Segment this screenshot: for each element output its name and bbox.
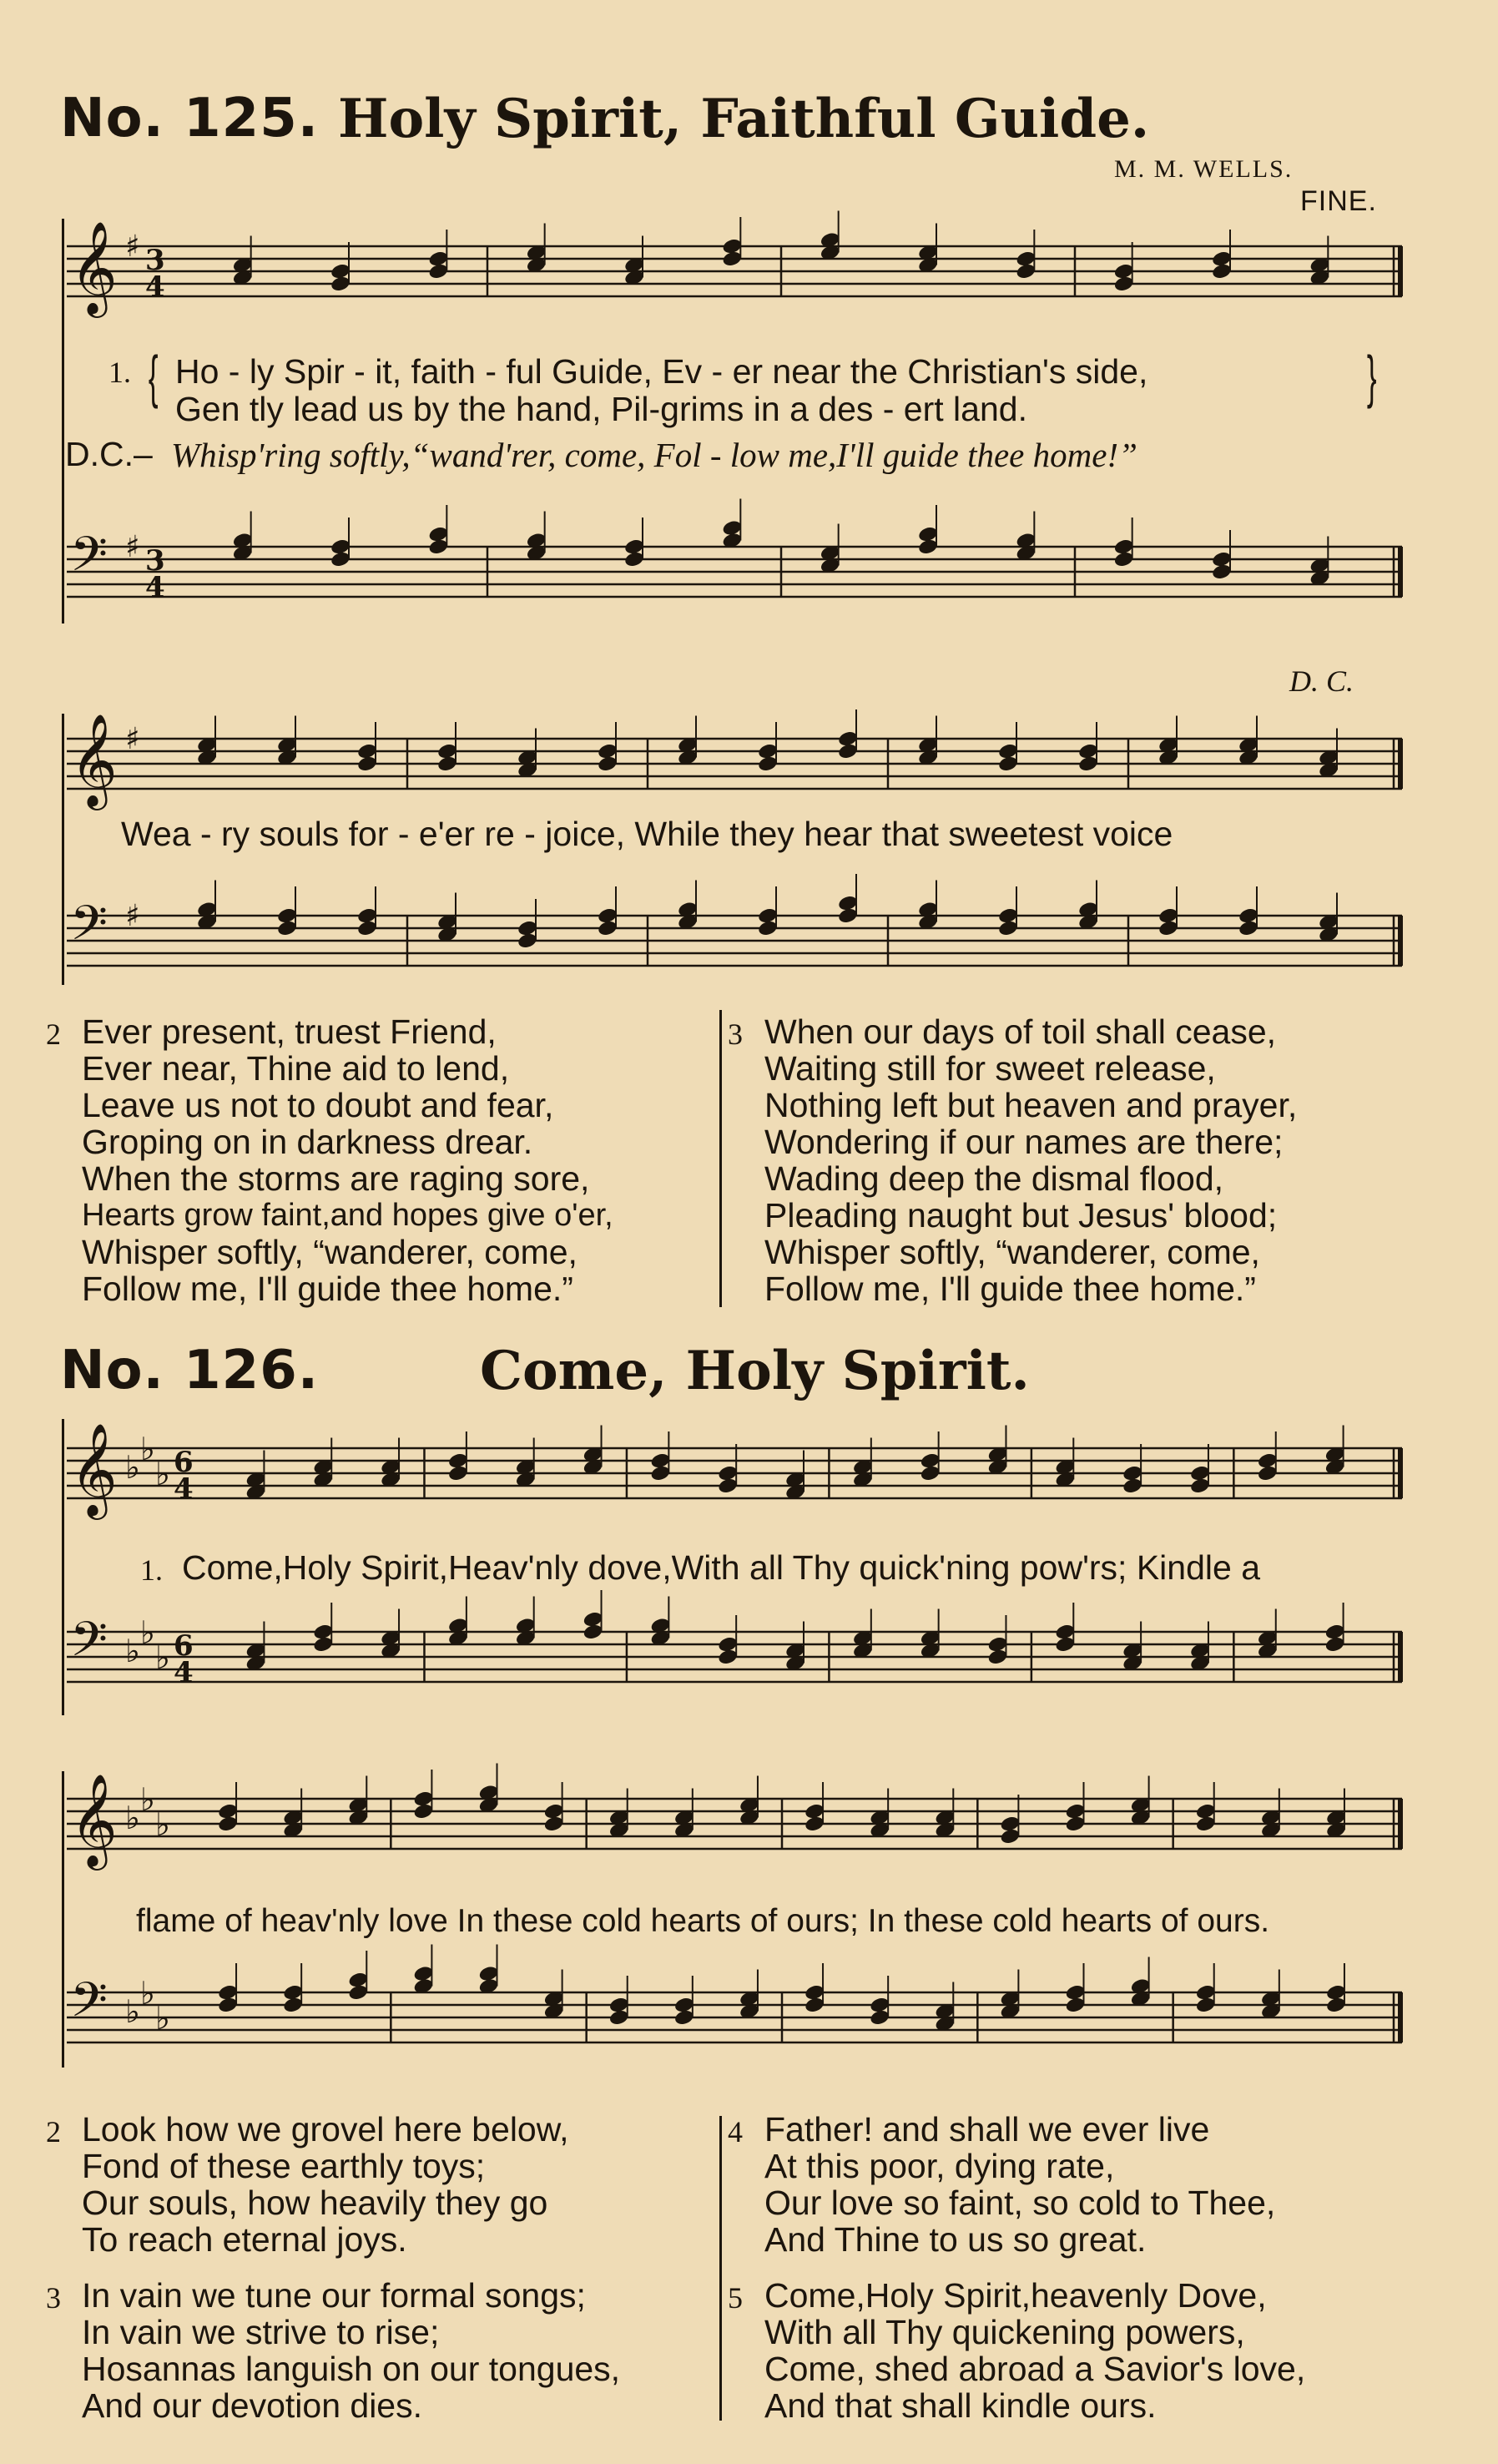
- stanza-line: Pleading naught but Jesus' blood;: [764, 1196, 1278, 1235]
- sharp-icon: ♯: [125, 230, 140, 264]
- stanza-line: And Thine to us so great.: [764, 2220, 1147, 2259]
- stanza-line: And our devotion dies.: [82, 2386, 422, 2425]
- system-brace-line: [62, 714, 64, 985]
- lyric-line-2: flame of heav'nly love In these cold hearts of ours; In these cold hearts of ours.: [136, 1903, 1270, 1939]
- time-signature-top: 3: [145, 244, 165, 277]
- flat-icon: ♭: [155, 1806, 170, 1843]
- hymn-125-title: Holy Spirit, Faithful Guide.: [338, 88, 1150, 150]
- treble-clef-icon: 𝄞: [70, 1422, 118, 1516]
- staff-h126-treble2: [67, 1773, 1402, 1870]
- bass-clef-icon: 𝄢: [70, 895, 108, 963]
- stanza-2-text: [82, 2111, 568, 2258]
- stanza-line: Wading deep the dismal flood,: [764, 1159, 1224, 1198]
- staff-h125-bass1: [67, 526, 1402, 618]
- hymn-125-number: No. 125.: [60, 88, 320, 149]
- time-signature-top: 3: [145, 544, 165, 578]
- lyric-line-2: Gen tly lead us by the hand, Pil-grims in a des - ert land.: [175, 390, 1027, 428]
- stanza-3-number: 3: [728, 1017, 743, 1051]
- hymn-126-number: No. 126.: [60, 1340, 320, 1401]
- treble-clef-icon: 𝄞: [70, 220, 118, 314]
- stanza-line: Follow me, I'll guide thee home.”: [82, 1270, 573, 1308]
- flat-icon: ♭: [155, 2000, 170, 2037]
- staff-h125-treble2: [67, 713, 1402, 810]
- stanza-line: Hearts grow faint,and hopes give o'er,: [82, 1198, 613, 1233]
- final-barline: [1398, 1448, 1403, 1498]
- stanza-divider: [719, 2116, 722, 2421]
- time-signature-bottom: 4: [174, 1472, 194, 1506]
- flat-icon: ♭: [125, 1633, 140, 1669]
- stanza-line: Leave us not to doubt and fear,: [82, 1086, 554, 1124]
- dc-marking: D. C.: [1289, 664, 1354, 698]
- stanza-line: In vain we strive to rise;: [82, 2313, 440, 2351]
- time-signature-bottom: 4: [174, 1656, 194, 1689]
- flat-icon: ♭: [140, 1431, 155, 1467]
- staff-h126-bass1: [67, 1611, 1402, 1703]
- hymn-126-title: Come, Holy Spirit.: [480, 1340, 1030, 1402]
- stanza-line: Come,Holy Spirit,heavenly Dove,: [764, 2276, 1267, 2315]
- final-barline: [1398, 1632, 1403, 1682]
- system-brace-line: [62, 219, 64, 624]
- stanza-line: Follow me, I'll guide thee home.”: [764, 1270, 1256, 1308]
- time-signature-top: 6: [174, 1446, 194, 1479]
- final-barline: [1398, 246, 1403, 296]
- time-signature-bottom: 4: [145, 270, 165, 304]
- system-brace-line: [62, 1419, 64, 1715]
- stanza-3-text: [82, 2277, 620, 2424]
- hymn-125-author: M. M. WELLS.: [1114, 155, 1294, 183]
- lyric-brace-right: }: [1366, 344, 1377, 409]
- staff-h126-treble1: [67, 1422, 1402, 1519]
- stanza-line: Our souls, how heavily they go: [82, 2184, 548, 2222]
- stanza-line: When our days of toil shall cease,: [764, 1012, 1277, 1051]
- final-barline: [1398, 916, 1403, 966]
- stanza-3-number: 3: [46, 2281, 61, 2315]
- treble-clef-icon: 𝄞: [70, 1773, 118, 1866]
- bass-clef-icon: 𝄢: [70, 1611, 108, 1679]
- stanza-line: Our love so faint, so cold to Thee,: [764, 2184, 1276, 2222]
- flat-icon: ♭: [155, 1639, 170, 1676]
- refrain-lyric-line: Wea - ry souls for - e'er re - joice, While they hear that sweetest voice: [121, 815, 1173, 853]
- verse-1-number: 1.: [140, 1553, 163, 1587]
- final-barline: [1398, 739, 1403, 789]
- stanza-line: Wondering if our names are there;: [764, 1123, 1284, 1161]
- stanza-line: Waiting still for sweet release,: [764, 1049, 1216, 1088]
- stanza-4-number: 4: [728, 2115, 743, 2148]
- time-signature-bottom: 4: [145, 571, 165, 604]
- stanza-line: Come, shed abroad a Savior's love,: [764, 2350, 1306, 2388]
- system-brace-line: [62, 1771, 64, 2068]
- stanza-2-text: [82, 1013, 613, 1307]
- stanza-line: With all Thy quickening powers,: [764, 2313, 1245, 2351]
- fine-marking: FINE.: [1300, 185, 1377, 217]
- stanza-5-text: [764, 2277, 1305, 2424]
- stanza-line: Whisper softly, “wanderer, come,: [82, 1233, 578, 1271]
- stanza-5-number: 5: [728, 2281, 743, 2315]
- stanza-3-text: [764, 1013, 1297, 1307]
- stanza-line: Ever present, truest Friend,: [82, 1012, 497, 1051]
- lyric-line-1: Ho - ly Spir - it, faith - ful Guide, Ev - er near the Christian's side,: [175, 352, 1148, 391]
- verse-1-number: 1.: [108, 356, 131, 389]
- stanza-line: When the storms are raging sore,: [82, 1159, 590, 1198]
- dc-label: D.C.–: [65, 435, 153, 473]
- stanza-line: Nothing left but heaven and prayer,: [764, 1086, 1298, 1124]
- stanza-line: Whisper softly, “wanderer, come,: [764, 1233, 1260, 1271]
- stanza-2-number: 2: [46, 2115, 61, 2148]
- final-barline: [1398, 1992, 1403, 2042]
- sharp-icon: ♯: [125, 899, 140, 933]
- bass-clef-icon: 𝄢: [70, 526, 108, 594]
- stanza-line: Look how we grovel here below,: [82, 2110, 569, 2148]
- stanza-line: Ever near, Thine aid to lend,: [82, 1049, 510, 1088]
- flat-icon: ♭: [140, 1975, 155, 2012]
- stanza-2-number: 2: [46, 1017, 61, 1051]
- stanza-line: In vain we tune our formal songs;: [82, 2276, 586, 2315]
- time-signature-top: 6: [174, 1629, 194, 1663]
- stanza-line: Father! and shall we ever live: [764, 2110, 1210, 2148]
- stanza-line: To reach eternal joys.: [82, 2220, 407, 2259]
- flat-icon: ♭: [125, 1993, 140, 2030]
- stanza-line: Groping on in darkness drear.: [82, 1123, 533, 1161]
- staff-h126-bass2: [67, 1972, 1402, 2063]
- stanza-line: And that shall kindle ours.: [764, 2386, 1157, 2425]
- final-barline: [1398, 547, 1403, 597]
- stanza-line: At this poor, dying rate,: [764, 2147, 1115, 2185]
- flat-icon: ♭: [125, 1800, 140, 1836]
- stanza-line: Fond of these earthly toys;: [82, 2147, 486, 2185]
- sharp-icon: ♯: [125, 530, 140, 564]
- sharp-icon: ♯: [125, 722, 140, 756]
- flat-icon: ♭: [140, 1614, 155, 1651]
- lyric-line-1: Come,Holy Spirit,Heav'nly dove,With all Thy quick'ning pow'rs; Kindle a: [182, 1548, 1261, 1587]
- flat-icon: ♭: [155, 1456, 170, 1492]
- stanza-line: Hosannas languish on our tongues,: [82, 2350, 621, 2388]
- flat-icon: ♭: [125, 1449, 140, 1486]
- staff-h125-treble1: [67, 220, 1402, 317]
- stanza-4-text: [764, 2111, 1275, 2258]
- bass-clef-icon: 𝄢: [70, 1972, 108, 2040]
- dc-lyric-line: Whisp'ring softly,“wand'rer, come, Fol - low me,I'll guide thee home!”: [171, 436, 1137, 474]
- treble-clef-icon: 𝄞: [70, 713, 118, 806]
- staff-h125-bass2: [67, 895, 1402, 987]
- final-barline: [1398, 1799, 1403, 1849]
- flat-icon: ♭: [140, 1781, 155, 1818]
- stanza-divider: [719, 1010, 722, 1307]
- lyric-brace: {: [148, 344, 159, 409]
